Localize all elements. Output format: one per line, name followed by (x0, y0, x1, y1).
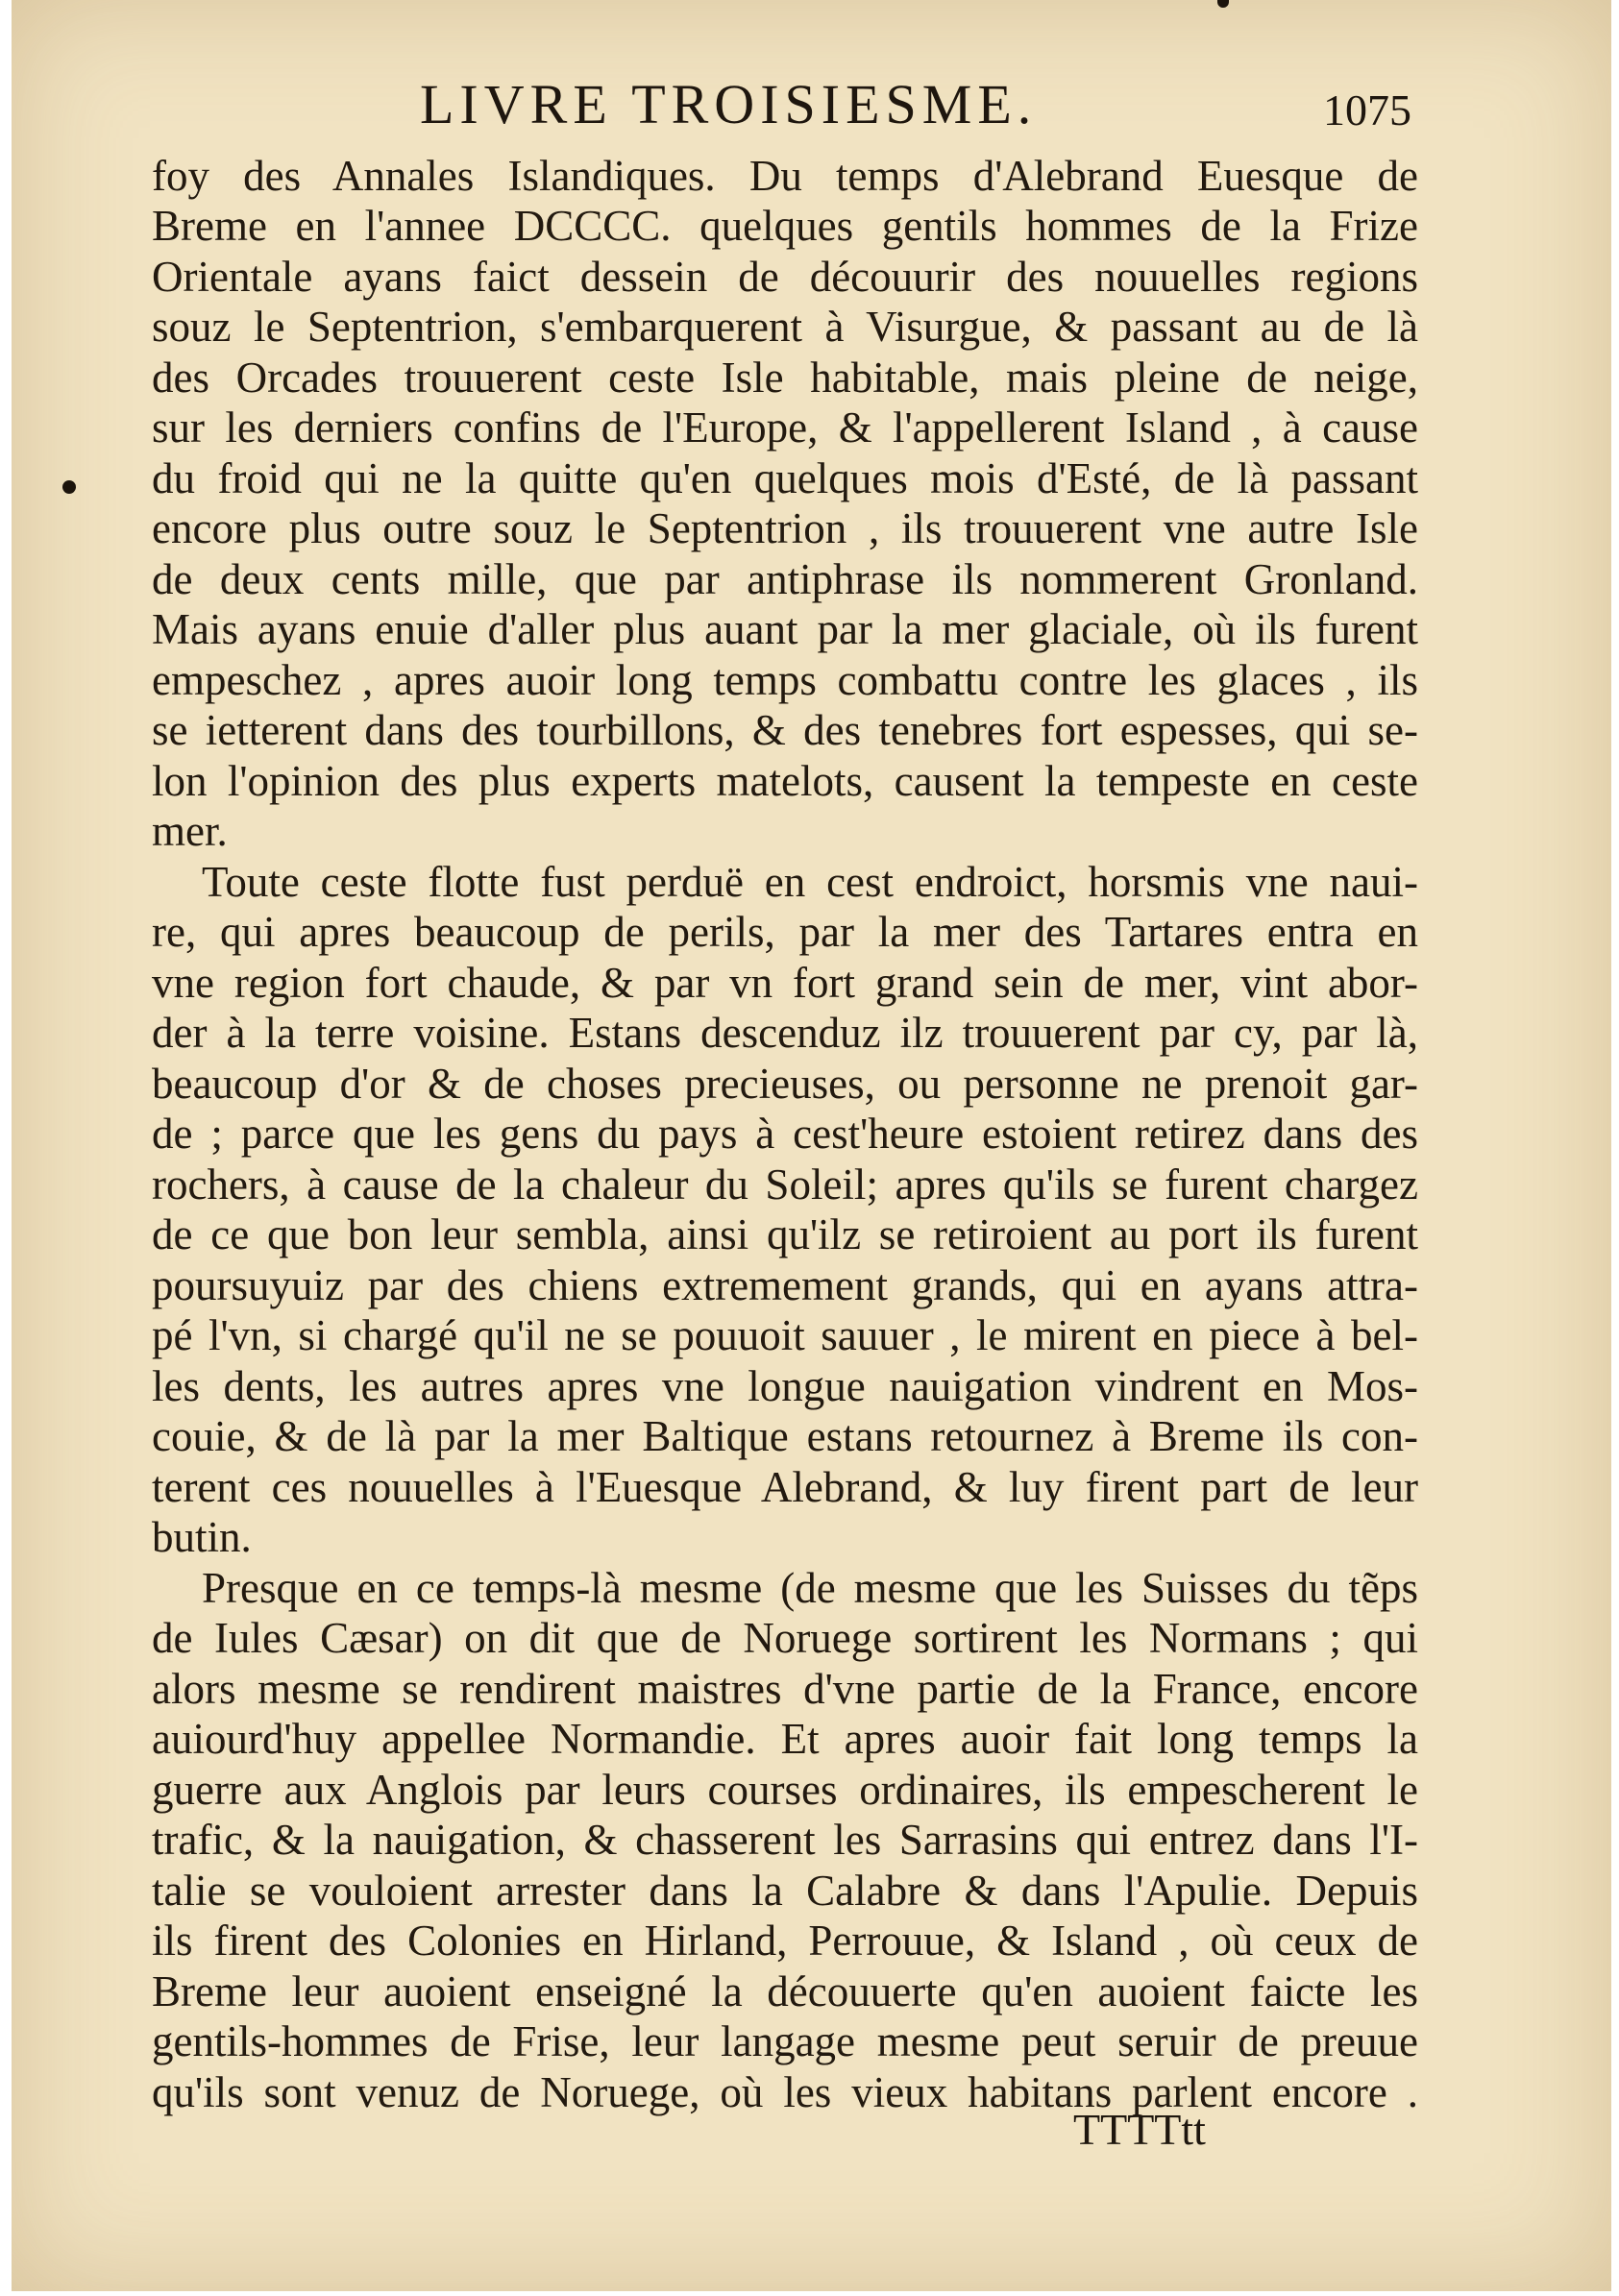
text-line: empeschez , apres auoir long temps combattu contre les glaces , ils (152, 656, 1418, 704)
text-line: lon l'opinion des plus experts matelots, causent la tempeste en ceste (152, 757, 1418, 805)
text-line: terent ces nouuelles à l'Euesque Alebrand, & luy firent part de leur (152, 1463, 1418, 1511)
text-line: pé l'vn, si chargé qu'il ne se pouuoit sauuer , le mirent en piece à bel- (152, 1311, 1418, 1359)
text-line: poursuyuiz par des chiens extremement grands, qui en ayans attra- (152, 1261, 1418, 1309)
text-line: beaucoup d'or & de choses precieuses, ou personne ne prenoit gar- (152, 1060, 1418, 1108)
page-number: 1075 (1323, 85, 1411, 134)
running-head: LIVRE TROISIESME. (420, 73, 1038, 135)
text-line: Toute ceste flotte fust perduë en cest endroict, horsmis vne naui- (202, 858, 1418, 906)
text-line: de Iules Cæsar) on dit que de Noruege sortirent les Normans ; qui (152, 1614, 1418, 1662)
text-line: alors mesme se rendirent maistres d'vne partie de la France, encore (152, 1665, 1418, 1713)
text-line: des Orcades trouuerent ceste Isle habitable, mais pleine de neige, (152, 354, 1418, 402)
text-line: Breme leur auoient enseigné la découuerte qu'en auoient faicte les (152, 1967, 1418, 2015)
text-line: de ; parce que les gens du pays à cest'heure estoient retirez dans des (152, 1110, 1418, 1158)
text-line: Breme en l'annee DCCCC. quelques gentils hommes de la Frize (152, 202, 1418, 250)
text-line: qu'ils sont venuz de Noruege, où les vieux habitans parlent encore . (152, 2068, 1418, 2116)
text-line: der à la terre voisine. Estans descenduz ilz trouuerent par cy, par là, (152, 1009, 1418, 1057)
text-line: butin. (152, 1513, 252, 1561)
text-line: Orientale ayans faict dessein de découurir des nouuelles regions (152, 253, 1418, 301)
text-line: talie se vouloient arrester dans la Calabre & dans l'Apulie. Depuis (152, 1867, 1418, 1915)
text-line: ils firent des Colonies en Hirland, Perrouue, & Island , où ceux de (152, 1917, 1418, 1965)
signature-mark: TTTTtt (1073, 2105, 1206, 2154)
text-line: se ietterent dans des tourbillons, & des tenebres fort espesses, qui se- (152, 706, 1418, 754)
text-line: encore plus outre souz le Septentrion , ils trouuerent vne autre Isle (152, 504, 1418, 552)
text-line: guerre aux Anglois par leurs courses ordinaires, ils empescherent le (152, 1766, 1418, 1814)
text-line: gentils-hommes de Frise, leur langage mesme peut seruir de preuue (152, 2017, 1418, 2065)
text-line: de deux cents mille, que par antiphrase ils nommerent Gronland. (152, 555, 1418, 603)
text-line: de ce que bon leur sembla, ainsi qu'ilz se retiroient au port ils furent (152, 1210, 1418, 1258)
text-line: couie, & de là par la mer Baltique estans retournez à Breme ils con- (152, 1412, 1418, 1460)
text-line: sur les derniers confins de l'Europe, & l'appellerent Island , à cause (152, 403, 1418, 452)
text-line: souz le Septentrion, s'embarquerent à Visurgue, & passant au de là (152, 303, 1418, 351)
text-line: Mais ayans enuie d'aller plus auant par la mer glaciale, où ils furent (152, 605, 1418, 653)
text-line: mer. (152, 807, 228, 855)
text-line: les dents, les autres apres vne longue nauigation vindrent en Mos- (152, 1362, 1418, 1410)
ink-blot (62, 480, 76, 494)
text-line: vne region fort chaude, & par vn fort grand sein de mer, vint abor- (152, 959, 1418, 1007)
text-line: Presque en ce temps-là mesme (de mesme que les Suisses du tẽps (202, 1564, 1418, 1612)
text-line: auiourd'huy appellee Normandie. Et apres auoir fait long temps la (152, 1715, 1418, 1763)
text-line: rochers, à cause de la chaleur du Soleil; apres qu'ils se furent chargez (152, 1160, 1418, 1209)
text-line: trafic, & la nauigation, & chasserent les Sarrasins qui entrez dans l'I- (152, 1816, 1418, 1864)
text-line: du froid qui ne la quitte qu'en quelques mois d'Esté, de là passant (152, 454, 1418, 502)
text-line: foy des Annales Islandiques. Du temps d'Alebrand Euesque de (152, 152, 1418, 200)
text-line: re, qui apres beaucoup de perils, par la mer des Tartares entra en (152, 908, 1418, 956)
ink-speck (1217, 0, 1229, 8)
